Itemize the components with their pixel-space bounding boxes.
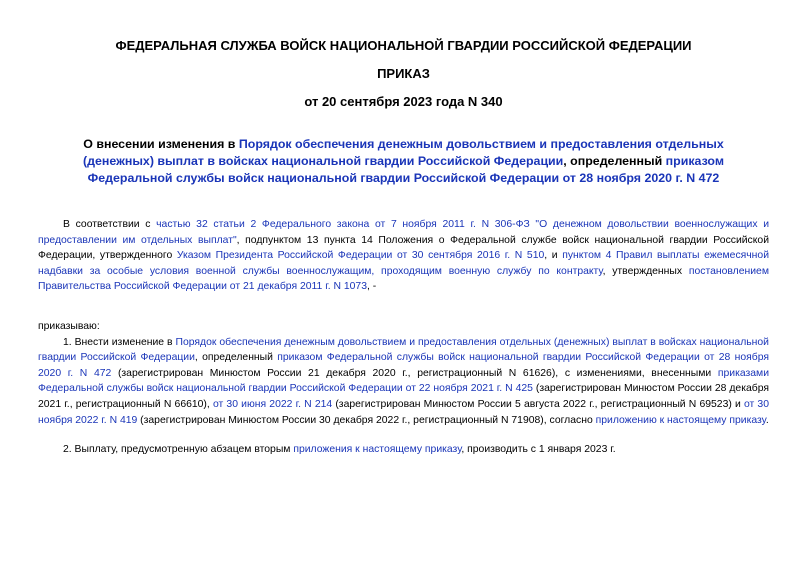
document-date-number: от 20 сентября 2023 года N 340 [304,94,503,109]
item1-link-order-419[interactable]: от 30 ноября 2022 г. N 419 [38,398,769,426]
item1-text-6: (зарегистрирован Минюстом России 30 декабря 2022 г., регистрационный N 71908), согласно [137,414,596,426]
item1-text-7: . [765,414,769,426]
item1-text-4: (зарегистрирован Минюстом России 28 декабря 2021 г., регистрационный N 66610), [38,383,769,410]
item-1-paragraph [38,335,769,429]
title-link-procedure[interactable]: Порядок обеспечения денежным довольствием и предоставления отдельных (денежных) выплат в войсках национальной гвардии Российской Федерации [82,137,724,168]
item1-link-order-214[interactable]: от 30 июня 2022 г. N 214 [212,398,333,410]
item2-text-2: , производить с 1 января 2023 г. [461,444,616,456]
item1-link-procedure[interactable]: Порядок обеспечения денежным довольствием и предоставления отдельных (денежных) выплат в войсках национальной гвардии Российской Федерации [38,336,769,364]
preamble-link-resolution-1073[interactable]: постановлением Правительства Российской Федерации от 21 декабря 2011 г. N 1073 [38,265,769,293]
item1-text-1: 1. Внести изменение в [63,336,176,348]
title-text-1: О внесении изменения в [83,137,239,151]
item1-text-3: (зарегистрирован Минюстом России 21 декабря 2020 г., регистрационный N 61626), с изменениями, внесенными [111,367,718,379]
preamble-text-3: , и [544,250,563,262]
document-title [56,136,751,187]
item2-text-1: 2. Выплату, предусмотренную абзацем вторым [63,444,294,456]
item1-text-5: (зарегистрирован Минюстом России 5 августа 2022 г., регистрационный N 69523) и [332,398,744,410]
item1-link-appendix[interactable]: приложению к настоящему приказу [595,414,766,426]
preamble-text-1: В соответствии с [63,219,157,230]
order-word: приказываю: [38,320,100,332]
preamble-link-rules-item-4[interactable]: пунктом 4 Правил выплаты ежемесячной надбавки за особые условия военной службы военнослужащим, проходящим военную службу по контракту [38,250,769,277]
item1-text-2: , определенный [194,352,278,364]
document-kind: ПРИКАЗ [377,66,430,81]
preamble-paragraph [38,217,769,295]
preamble-link-law-306[interactable]: частью 32 статьи 2 Федерального закона от 7 ноября 2011 г. N 306-ФЗ "О денежном довольствии военнослужащих и предоставлении им отдельных выплат" [38,219,770,246]
title-text-2: , определенный [563,154,666,168]
agency-heading: ФЕДЕРАЛЬНАЯ СЛУЖБА ВОЙСК НАЦИОНАЛЬНОЙ ГВАРДИИ РОССИЙСКОЙ ФЕДЕРАЦИИ [115,38,692,53]
title-link-order-472[interactable]: приказом Федеральной службы войск национальной гвардии Российской Федерации от 28 ноября 2020 г. N 472 [87,154,725,185]
item1-link-order-472[interactable]: приказом Федеральной службы войск национальной гвардии Российской Федерации от 28 ноября 2020 г. N 472 [38,352,769,379]
preamble-link-decree-510[interactable]: Указом Президента Российской Федерации от 30 сентября 2016 г. N 510 [176,250,545,262]
item-2-paragraph [38,442,769,458]
preamble-text-4: , утвержденных [602,265,689,277]
item1-link-order-425[interactable]: приказами Федеральной службы войск национальной гвардии Российской Федерации от 22 ноября 2021 г. N 425 [38,367,769,395]
preamble-text-5: , - [367,281,377,293]
item2-link-appendix[interactable]: приложения к настоящему приказу [293,444,462,456]
preamble-text-2: , подпунктом 13 пункта 14 Положения о Федеральной службе войск национальной гвардии Российской Федерации, утвержденного [38,234,770,262]
